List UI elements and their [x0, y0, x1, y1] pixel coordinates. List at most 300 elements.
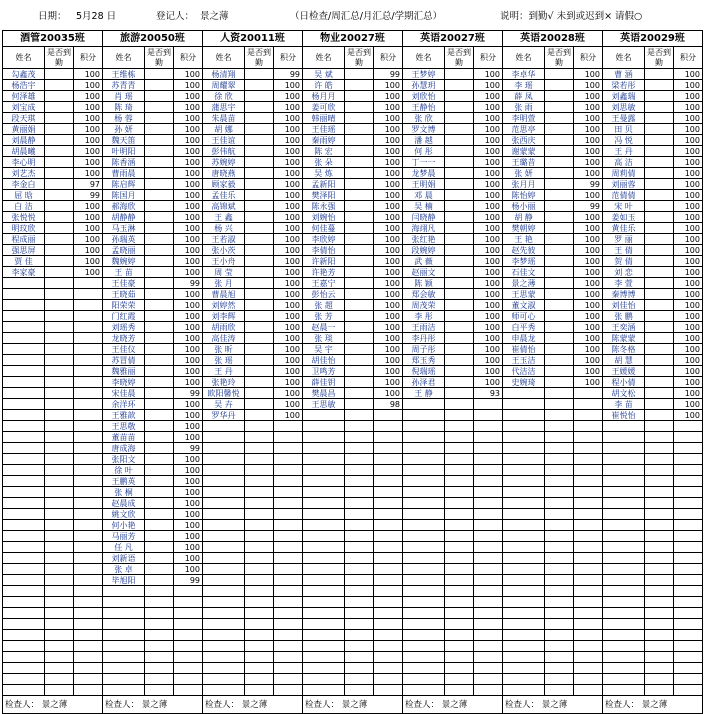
table-row	[303, 498, 403, 509]
attendance-mark	[545, 223, 574, 234]
student-name	[403, 619, 445, 630]
student-score	[474, 476, 503, 487]
student-name	[3, 421, 45, 432]
student-score: 100	[274, 223, 303, 234]
student-score: 100	[174, 245, 203, 256]
table-row	[303, 113, 403, 124]
student-score: 100	[374, 289, 403, 300]
table-row	[603, 674, 703, 685]
student-score: 100	[374, 135, 403, 146]
attendance-mark	[545, 410, 574, 421]
student-score: 100	[174, 168, 203, 179]
attendance-mark	[245, 399, 274, 410]
student-name	[303, 597, 345, 608]
student-name: 王佳仪	[103, 344, 145, 355]
student-score	[674, 597, 703, 608]
table-row	[203, 212, 303, 223]
student-score	[474, 542, 503, 553]
class-title: 物业20027班	[303, 31, 403, 47]
student-name	[203, 630, 245, 641]
attendance-mark	[345, 443, 374, 454]
attendance-mark	[345, 256, 374, 267]
table-row	[103, 311, 203, 322]
table-row	[503, 663, 603, 674]
attendance-mark	[345, 289, 374, 300]
student-name: 明玟欣	[3, 223, 45, 234]
table-row	[203, 135, 303, 146]
attendance-mark	[345, 465, 374, 476]
table-row	[103, 652, 203, 663]
student-score: 100	[474, 267, 503, 278]
class-column	[503, 31, 603, 714]
student-score	[74, 421, 103, 432]
attendance-mark	[345, 619, 374, 630]
table-row	[103, 410, 203, 421]
table-row	[403, 113, 503, 124]
student-name: 罗 丽	[603, 234, 645, 245]
table-row	[603, 146, 703, 157]
attendance-mark	[445, 597, 474, 608]
attendance-mark	[645, 509, 674, 520]
student-score	[674, 520, 703, 531]
attendance-mark	[645, 135, 674, 146]
attendance-mark	[645, 102, 674, 113]
student-name	[403, 487, 445, 498]
student-score: 100	[174, 113, 203, 124]
student-score: 100	[474, 102, 503, 113]
student-score: 100	[674, 91, 703, 102]
table-row	[3, 212, 103, 223]
table-row	[203, 190, 303, 201]
table-row	[403, 322, 503, 333]
table-row	[503, 509, 603, 520]
table-row	[203, 267, 303, 278]
table-row	[3, 575, 103, 586]
class-title: 英语20027班	[403, 31, 503, 47]
attendance-mark	[445, 443, 474, 454]
student-score	[374, 564, 403, 575]
table-row	[203, 201, 303, 212]
attendance-mark	[545, 377, 574, 388]
student-name: 宋佳晨	[103, 388, 145, 399]
attendance-mark	[445, 267, 474, 278]
student-score	[674, 674, 703, 685]
student-score	[74, 278, 103, 289]
student-name: 潘 越	[403, 135, 445, 146]
student-name: 李 萱	[603, 278, 645, 289]
table-row	[203, 674, 303, 685]
attendance-mark	[245, 575, 274, 586]
attendance-mark	[545, 487, 574, 498]
table-row	[603, 663, 703, 674]
student-name	[403, 531, 445, 542]
student-name: 陈永强	[303, 201, 345, 212]
student-name: 王曼露	[603, 113, 645, 124]
table-row	[603, 91, 703, 102]
attendance-mark	[245, 300, 274, 311]
name-header: 姓名	[503, 47, 545, 69]
student-score	[274, 531, 303, 542]
table-row	[303, 190, 403, 201]
student-name: 李家豪	[3, 267, 45, 278]
table-row	[603, 377, 703, 388]
student-score: 100	[374, 344, 403, 355]
student-name: 董文淑	[503, 300, 545, 311]
attendance-mark	[45, 366, 74, 377]
student-name: 刘新语	[103, 553, 145, 564]
attendance-mark	[345, 454, 374, 465]
table-row	[103, 685, 203, 696]
table-row	[503, 542, 603, 553]
student-name: 罗文博	[403, 124, 445, 135]
student-name: 杨小丽	[503, 201, 545, 212]
attendance-mark	[45, 300, 74, 311]
attendance-mark	[545, 157, 574, 168]
attendance-mark	[145, 157, 174, 168]
student-score: 100	[574, 289, 603, 300]
student-name	[603, 443, 645, 454]
table-row	[403, 69, 503, 80]
table-row	[303, 333, 403, 344]
student-score	[74, 322, 103, 333]
table-row	[303, 597, 403, 608]
table-row	[403, 135, 503, 146]
student-name: 刘宝成	[3, 102, 45, 113]
table-row	[203, 663, 303, 674]
inspector-footer: 检查人： 景之薄	[503, 696, 603, 714]
student-name	[303, 652, 345, 663]
attendance-mark	[445, 663, 474, 674]
table-row	[303, 575, 403, 586]
student-name: 刘佳怡	[603, 300, 645, 311]
student-name: 陈香涵	[103, 157, 145, 168]
student-name: 龙梦晨	[403, 168, 445, 179]
student-score: 100	[474, 190, 503, 201]
table-row	[403, 421, 503, 432]
attendance-mark	[245, 333, 274, 344]
attendance-mark	[445, 212, 474, 223]
table-row	[403, 278, 503, 289]
attendance-mark	[145, 542, 174, 553]
class-title: 旅游20050班	[103, 31, 203, 47]
student-score: 100	[674, 267, 703, 278]
attendance-mark	[245, 388, 274, 399]
student-score	[674, 498, 703, 509]
student-name	[203, 663, 245, 674]
student-name	[303, 498, 345, 509]
attend-header: 是否到勤	[345, 47, 374, 69]
student-score	[574, 410, 603, 421]
table-row	[3, 135, 103, 146]
table-row	[3, 223, 103, 234]
student-score	[274, 597, 303, 608]
student-score	[574, 586, 603, 597]
student-name: 陈冬格	[603, 344, 645, 355]
student-score: 100	[174, 542, 203, 553]
student-score	[174, 652, 203, 663]
table-row	[303, 542, 403, 553]
student-score: 99	[174, 443, 203, 454]
attendance-mark	[245, 487, 274, 498]
table-row	[3, 586, 103, 597]
attendance-mark	[445, 553, 474, 564]
student-score	[374, 597, 403, 608]
student-name: 王佳瑶	[303, 124, 345, 135]
student-score: 100	[674, 135, 703, 146]
table-row	[503, 124, 603, 135]
student-score: 99	[174, 278, 203, 289]
attendance-mark	[645, 487, 674, 498]
table-row	[3, 113, 103, 124]
attendance-mark	[545, 124, 574, 135]
student-name: 孙瑞英	[103, 234, 145, 245]
student-score: 100	[674, 366, 703, 377]
table-row	[103, 487, 203, 498]
table-row	[403, 553, 503, 564]
student-name: 张 芳	[303, 311, 345, 322]
table-row	[103, 619, 203, 630]
table-row	[303, 157, 403, 168]
table-row	[603, 124, 703, 135]
student-name: 阳荣荣	[103, 300, 145, 311]
student-score: 100	[274, 91, 303, 102]
student-name	[403, 641, 445, 652]
student-score	[174, 608, 203, 619]
table-row	[203, 399, 303, 410]
student-name	[203, 652, 245, 663]
student-score: 100	[674, 355, 703, 366]
student-score	[374, 674, 403, 685]
attendance-mark	[145, 586, 174, 597]
attendance-mark	[45, 135, 74, 146]
student-score: 100	[674, 278, 703, 289]
attendance-mark	[45, 520, 74, 531]
table-row	[503, 113, 603, 124]
attendance-mark	[245, 630, 274, 641]
student-name: 王维栋	[103, 69, 145, 80]
table-row	[503, 575, 603, 586]
attendance-mark	[345, 553, 374, 564]
table-row	[303, 619, 403, 630]
attendance-mark	[345, 663, 374, 674]
table-row	[203, 311, 303, 322]
student-name	[403, 476, 445, 487]
attendance-mark	[245, 531, 274, 542]
student-name	[503, 586, 545, 597]
attendance-mark	[145, 476, 174, 487]
table-row	[303, 135, 403, 146]
attendance-mark	[45, 663, 74, 674]
table-row	[3, 322, 103, 333]
table-row	[303, 124, 403, 135]
attendance-mark	[345, 212, 374, 223]
attendance-mark	[245, 168, 274, 179]
student-score	[174, 597, 203, 608]
student-score: 100	[574, 344, 603, 355]
student-name	[403, 498, 445, 509]
student-score: 100	[574, 234, 603, 245]
student-name	[103, 674, 145, 685]
attendance-mark	[45, 465, 74, 476]
table-row	[303, 355, 403, 366]
table-row	[403, 223, 503, 234]
student-name: 张西庆	[503, 135, 545, 146]
attendance-mark	[345, 542, 374, 553]
attendance-mark	[545, 443, 574, 454]
attendance-mark	[345, 432, 374, 443]
student-score: 100	[174, 223, 203, 234]
student-score: 100	[674, 289, 703, 300]
attendance-mark	[45, 487, 74, 498]
student-name	[603, 487, 645, 498]
student-name: 程成丽	[3, 234, 45, 245]
attendance-mark	[245, 311, 274, 322]
attendance-mark	[445, 190, 474, 201]
student-name: 李 彤	[403, 311, 445, 322]
attendance-mark	[45, 443, 74, 454]
table-row	[3, 190, 103, 201]
student-name	[503, 619, 545, 630]
student-name	[203, 575, 245, 586]
student-name: 白平秀	[503, 322, 545, 333]
student-score	[74, 377, 103, 388]
attendance-mark	[145, 289, 174, 300]
table-row	[603, 289, 703, 300]
attendance-mark	[145, 168, 174, 179]
student-name: 王小舟	[203, 256, 245, 267]
inspector-footer: 检查人： 景之薄	[3, 696, 103, 714]
attendance-mark	[45, 80, 74, 91]
student-name	[303, 520, 345, 531]
attendance-mark	[545, 135, 574, 146]
student-score	[374, 553, 403, 564]
student-score: 100	[274, 300, 303, 311]
table-row	[203, 366, 303, 377]
table-row	[203, 113, 303, 124]
student-score	[474, 652, 503, 663]
student-name	[103, 630, 145, 641]
student-name: 彭怡云	[303, 289, 345, 300]
attendance-mark	[45, 421, 74, 432]
student-score: 100	[674, 245, 703, 256]
attendance-mark	[445, 245, 474, 256]
student-score: 100	[274, 388, 303, 399]
student-name	[403, 542, 445, 553]
table-row	[503, 531, 603, 542]
attendance-mark	[45, 212, 74, 223]
student-name: 丁一一	[403, 157, 445, 168]
student-score	[274, 509, 303, 520]
attendance-mark	[45, 91, 74, 102]
table-row	[403, 377, 503, 388]
student-score: 100	[474, 168, 503, 179]
student-name: 石佳文	[503, 267, 545, 278]
table-row	[403, 212, 503, 223]
student-name	[503, 542, 545, 553]
student-name	[3, 377, 45, 388]
attendance-mark	[145, 311, 174, 322]
attendance-mark	[445, 289, 474, 300]
student-name: 郑会敏	[403, 289, 445, 300]
table-row	[203, 278, 303, 289]
attendance-mark	[545, 619, 574, 630]
attendance-mark	[645, 289, 674, 300]
student-name: 张月月	[503, 179, 545, 190]
table-row	[603, 212, 703, 223]
student-name: 张 欣	[403, 113, 445, 124]
table-row	[203, 344, 303, 355]
attendance-mark	[245, 190, 274, 201]
student-name: 何佳蔓	[303, 223, 345, 234]
attendance-mark	[645, 245, 674, 256]
table-row	[303, 476, 403, 487]
table-row	[3, 487, 103, 498]
student-name	[503, 410, 545, 421]
table-row	[603, 564, 703, 575]
attendance-mark	[645, 377, 674, 388]
table-row	[3, 597, 103, 608]
student-score: 100	[274, 322, 303, 333]
student-score: 100	[174, 91, 203, 102]
attendance-mark	[45, 223, 74, 234]
table-row	[103, 366, 203, 377]
attendance-mark	[445, 135, 474, 146]
table-row	[303, 421, 403, 432]
student-name	[503, 531, 545, 542]
student-score: 99	[274, 69, 303, 80]
table-row	[3, 685, 103, 696]
student-score	[674, 564, 703, 575]
table-row	[103, 586, 203, 597]
attendance-mark	[645, 278, 674, 289]
student-score: 98	[374, 399, 403, 410]
student-score: 100	[674, 179, 703, 190]
table-row	[603, 465, 703, 476]
student-name: 李丹彤	[403, 333, 445, 344]
attendance-mark	[45, 355, 74, 366]
student-name: 王 倩	[603, 245, 645, 256]
student-name	[503, 575, 545, 586]
attendance-mark	[45, 564, 74, 575]
student-score	[74, 520, 103, 531]
table-row	[103, 443, 203, 454]
table-row	[603, 80, 703, 91]
student-name: 刘丽蓉	[603, 179, 645, 190]
attendance-mark	[45, 399, 74, 410]
column-headers	[503, 47, 603, 69]
student-score	[574, 641, 603, 652]
student-name: 张艳玲	[203, 377, 245, 388]
table-row	[503, 234, 603, 245]
student-name: 张 妍	[503, 168, 545, 179]
student-score	[374, 531, 403, 542]
student-score: 100	[174, 234, 203, 245]
attendance-mark	[345, 498, 374, 509]
student-name	[203, 421, 245, 432]
student-name: 王鹏英	[103, 476, 145, 487]
student-name	[603, 421, 645, 432]
attendance-mark	[245, 410, 274, 421]
student-score: 100	[374, 168, 403, 179]
attendance-mark	[45, 652, 74, 663]
table-row	[3, 201, 103, 212]
table-row	[203, 542, 303, 553]
attendance-mark	[345, 564, 374, 575]
table-row	[503, 443, 603, 454]
table-row	[403, 619, 503, 630]
attendance-mark	[545, 531, 574, 542]
student-name: 高佳涛	[203, 333, 245, 344]
